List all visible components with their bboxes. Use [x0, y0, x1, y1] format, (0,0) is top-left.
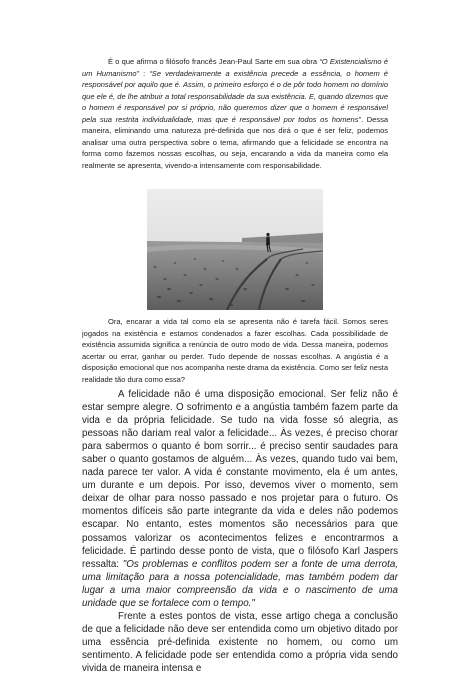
sartre-conclusion: . Dessa maneira, eliminando uma natureza pré-definida que nos dirá o que é ser feliz, podemos analisar uma outra perspectiva sobre o tema, afirmando que a felicidade se encontra na forma como fazemos nossas escolhas, ou seja, encarando a vida da maneira como ela realmente se apresenta, vivendo-a intensamente com responsabilidade.: [82, 114, 388, 170]
paragraph-felicidade: A felicidade não é uma disposição emocional. Ser feliz não é estar sempre alegre. O sofrimento e a angústia também fazem parte da vida e da própria felicidade. Se tudo na vida fosse só alegria, as pessoas não dariam real valor a felicidade... Às vezes, é preciso chorar para sabermos o quanto é bom sorrir... é preciso sentir saudades para saber o quanto gostamos de alguém... Às vezes, quando tudo vai bem, nada parece ter valor. A vida é constante movimento, ela é um antes, um durante e um depois. Por isso, devemos viver o momento, sem deixar de olhar para nosso passado e nos projetar para o futuro. Os momentos difíceis são parte integrante da vida e deles não podemos escapar. No entanto, estes momentos são necessários para que possamos valorizar os acontecimentos felizes e encontrarmos a felicidade. É partindo desse ponto de vista, que o filósofo Karl Jaspers ressalta: "Os problemas e conflitos podem ser a fonte de uma derrota, uma limitação para a nossa potencialidade, mas também podem dar lugar a uma maior compreensão da vida e o nascimento de uma unidade que se fortalece com o tempo.": [82, 389, 399, 609]
main-text: [82, 388, 398, 675]
paragraph-existence: Ora, encarar a vida tal como ela se apresenta não é tarefa fácil. Somos seres jogados na existência e estamos condenados a fazer escolhas. Cada possibilidade de existência assumida significa a renúncia de outro modo de vida. Dessa maneira, podemos acertar ou errar, ganhar ou perder. Tudo depende de nossas escolhas. A angústia é a disposição emocional que nos acompanha neste drama da existência. Como ser feliz nesta realidade tão dura como essa?: [82, 317, 388, 384]
sartre-book-title: “O Existencialismo é um Humanismo”: [82, 57, 389, 78]
paragraph-sartre: É o que afirma o filósofo francês Jean-Paul Sarte em sua obra “O Existencialismo é um Humanismo” : “Se verdadeiramente a existência precede a essência, o homem é responsável por aquilo que é. Assim, o primeiro esforço é o de pôr todo homem no domínio que ele é, de lhe atribuir a total responsabilidade da sua existência. E, quando dizemos que o homem é responsável por si próprio, não queremos dizer que o homem é responsável pela sua restrita individualidade, mas que é responsável por todos os homens”. Dessa maneira, eliminando uma natureza pré-definida que nos dirá o que é ser feliz, podemos analisar uma outra perspectiva sobre o tema, afirmando que a felicidade se encontra na forma como fazemos nossas escolhas, ou seja, encarando a vida da maneira como ela realmente se apresenta, vivendo-a intensamente com responsabilidade.: [82, 57, 389, 170]
sartre-quote: “Se verdadeiramente a existência precede a essência, o homem é responsável por aquilo que é. Assim, o primeiro esforço é o de pôr todo homem no domínio que ele é, de lhe atribuir a total responsabilidade da sua existência. E, quando dizemos que o homem é responsável por si próprio, não queremos dizer que o homem é responsável pela sua restrita individualidade, mas que é responsável por todos os homens”: [82, 68, 388, 124]
paragraph-conclusion: Frente a estes pontos de vista, esse artigo chega a conclusão de que a felicidade não deve ser entendida como um objetivo ditado por uma essência pré-definida existente no homem, ou como um sentimento. A felicidade pode ser entendida como a própria vida sendo vivida de maneira intensa e: [82, 610, 398, 674]
sartre-intro: É o que afirma o filósofo francês Jean-Paul Sarte em sua obra: [108, 57, 320, 66]
beach-photo: [147, 189, 323, 310]
jaspers-quote: "Os problemas e conflitos podem ser a fonte de uma derrota, uma limitação para a nossa potencialidade, mas também podem dar lugar a uma maior compreensão da vida e o nascimento de uma unidade que se fortalece com o tempo.": [82, 558, 399, 609]
